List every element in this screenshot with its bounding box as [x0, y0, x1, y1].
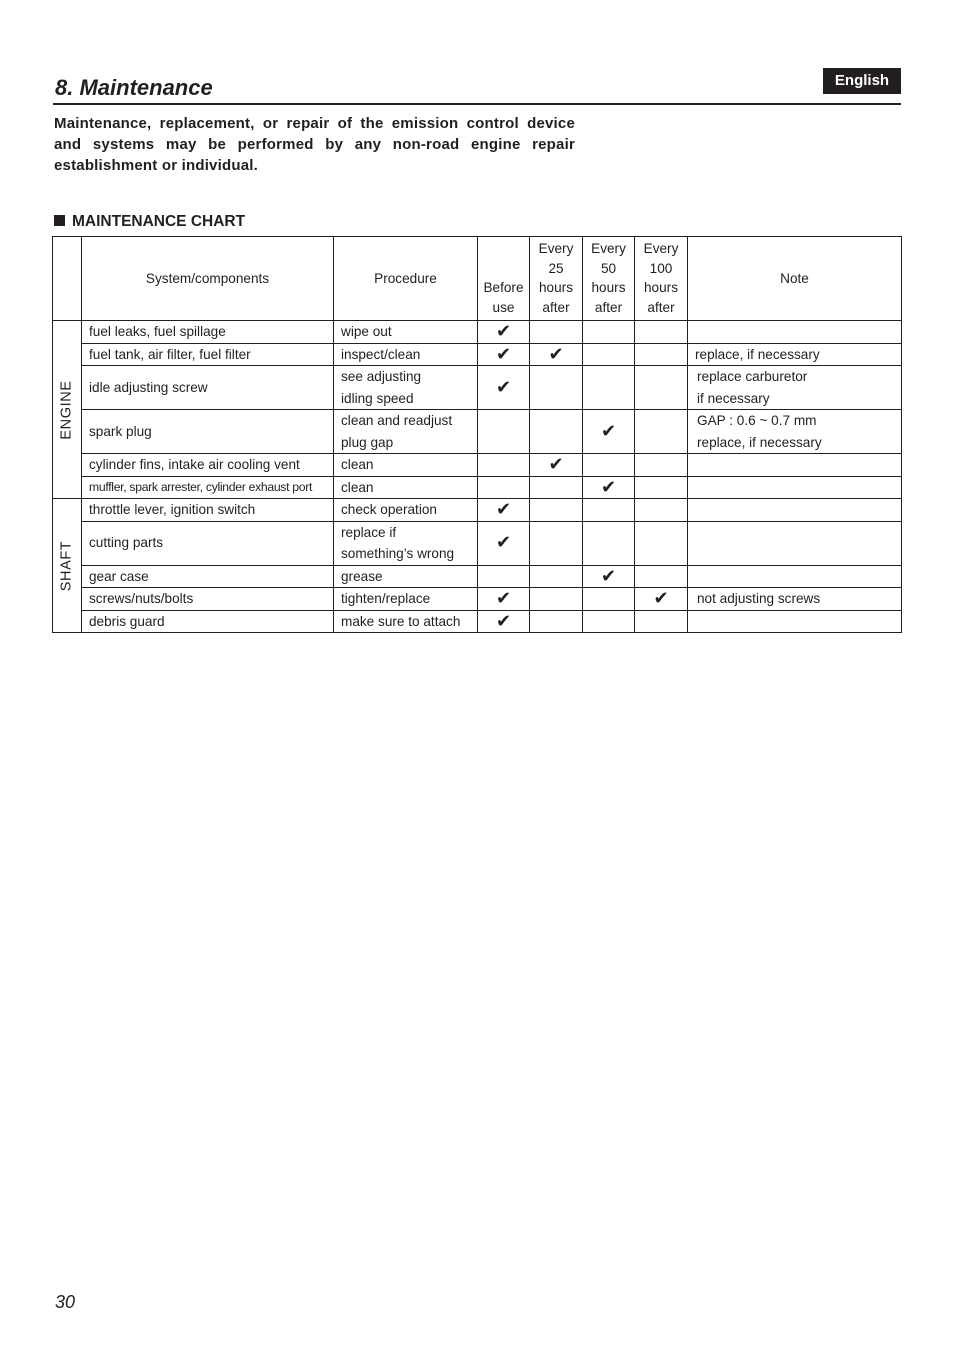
procedure-line: idling speed [341, 390, 414, 406]
table-row [53, 366, 902, 410]
note-cell [688, 565, 902, 588]
check-before-use [478, 476, 530, 499]
check-mark-icon: ✔ [653, 588, 669, 608]
header-line: Every [591, 241, 626, 256]
check-before-use [478, 610, 530, 633]
table-row [53, 476, 902, 499]
check-mark-icon: ✔ [495, 588, 512, 608]
procedure-cell [334, 521, 478, 565]
check-every-100 [635, 476, 688, 499]
group-cell-engine [53, 321, 82, 499]
system-cell: gear case [82, 565, 334, 588]
check-every-25 [530, 521, 583, 565]
system-cell: debris guard [82, 610, 334, 633]
check-every-100 [635, 321, 688, 344]
check-every-100 [635, 521, 688, 565]
note-cell [688, 410, 902, 454]
check-mark-icon: ✔ [495, 376, 512, 397]
check-before-use [478, 321, 530, 344]
note-cell [688, 321, 902, 344]
table-row [53, 321, 902, 344]
system-cell: fuel leaks, fuel spillage [82, 321, 334, 344]
procedure-cell [334, 366, 478, 410]
check-every-25 [530, 343, 583, 366]
header-line: Every [538, 241, 574, 256]
check-mark-icon: ✔ [495, 499, 512, 519]
procedure-cell [334, 476, 478, 499]
check-mark-icon: ✔ [600, 420, 617, 441]
square-bullet-icon [54, 215, 65, 226]
note-cell [688, 343, 902, 366]
procedure-line: check operation [341, 502, 437, 517]
header-line: after [647, 299, 675, 315]
section-title: 8. Maintenance [55, 75, 213, 100]
header-line: 100 [649, 260, 673, 276]
note-line: replace carburetor [697, 369, 808, 384]
check-every-25 [530, 476, 583, 499]
header-line: hours [643, 280, 678, 295]
table-row [53, 343, 902, 366]
table-row [53, 610, 902, 633]
system-cell: screws/nuts/bolts [82, 588, 334, 611]
intro-paragraph: Maintenance, replacement, or repair of the emission control device and systems may be performed by any non-road engine repair establishment or individual. [54, 115, 575, 174]
note-cell [688, 499, 902, 522]
system-cell: spark plug [82, 410, 334, 454]
group-label: ENGINE [58, 379, 75, 440]
table-row [53, 565, 902, 588]
header-line: hours [538, 280, 573, 295]
check-every-50 [583, 499, 635, 522]
check-every-100 [635, 565, 688, 588]
check-every-100 [635, 588, 688, 611]
check-every-100 [635, 366, 688, 410]
check-every-50 [583, 366, 635, 410]
note-cell [688, 454, 902, 477]
note-line: replace, if necessary [695, 346, 820, 362]
system-cell: cutting parts [82, 521, 334, 565]
check-mark-icon: ✔ [600, 565, 617, 586]
check-every-50 [583, 410, 635, 454]
check-every-25 [530, 366, 583, 410]
procedure-line: make sure to attach [341, 613, 461, 629]
table-row [53, 454, 902, 477]
procedure-line: something’s wrong [341, 546, 455, 561]
check-every-50 [583, 321, 635, 344]
check-every-100 [635, 454, 688, 477]
check-every-50 [583, 610, 635, 633]
check-every-100 [635, 410, 688, 454]
note-cell [688, 366, 902, 410]
header-line: 25 [548, 260, 564, 276]
check-mark-icon: ✔ [495, 321, 512, 341]
procedure-cell [334, 410, 478, 454]
check-every-50 [583, 521, 635, 565]
header-line: hours [591, 280, 626, 295]
table-row [53, 588, 902, 611]
check-before-use [478, 343, 530, 366]
check-every-25 [530, 321, 583, 344]
system-cell: fuel tank, air filter, fuel filter [82, 343, 334, 366]
procedure-line: tighten/replace [341, 591, 431, 606]
check-every-50 [583, 343, 635, 366]
procedure-line: wipe out [341, 324, 392, 339]
note-cell [688, 521, 902, 565]
check-every-25 [530, 454, 583, 477]
chart-heading [54, 211, 245, 233]
group-header-cell [53, 237, 82, 321]
check-mark-icon: ✔ [600, 476, 617, 497]
header-line: after [542, 299, 570, 315]
check-every-50 [583, 476, 635, 499]
table-row [53, 521, 902, 565]
header-line: Every [643, 241, 679, 256]
procedure-line: inspect/clean [341, 346, 421, 362]
check-before-use [478, 565, 530, 588]
procedure-cell [334, 565, 478, 588]
procedure-cell [334, 499, 478, 522]
system-cell: cylinder fins, intake air cooling vent [82, 454, 334, 477]
check-before-use [478, 410, 530, 454]
check-mark-icon: ✔ [548, 454, 564, 474]
group-label: SHAFT [58, 540, 75, 591]
header-row [53, 237, 902, 321]
check-every-25 [530, 588, 583, 611]
note-line: GAP : 0.6 ~ 0.7 mm [697, 413, 817, 428]
col-header-every-100 [635, 237, 688, 321]
check-before-use [478, 521, 530, 565]
table-row [53, 410, 902, 454]
header-line: Before [483, 280, 524, 295]
check-every-50 [583, 454, 635, 477]
check-mark-icon: ✔ [495, 610, 512, 631]
note-cell [688, 588, 902, 611]
procedure-cell [334, 321, 478, 344]
check-mark-icon: ✔ [495, 532, 512, 553]
col-header-procedure: Procedure [334, 237, 478, 321]
check-every-100 [635, 610, 688, 633]
procedure-line: clean [341, 479, 374, 495]
check-every-25 [530, 410, 583, 454]
check-before-use [478, 454, 530, 477]
note-line: not adjusting screws [697, 591, 821, 606]
col-header-before-use [478, 237, 530, 321]
header-line: 50 [600, 260, 617, 276]
procedure-cell [334, 588, 478, 611]
check-every-50 [583, 565, 635, 588]
table-row [53, 499, 902, 522]
col-header-every-50 [583, 237, 635, 321]
system-cell: idle adjusting screw [82, 366, 334, 410]
col-header-system: System/components [82, 237, 334, 321]
header-line: use [492, 299, 515, 315]
page-number: 30 [55, 1292, 76, 1312]
language-badge: English [823, 68, 901, 94]
procedure-line: clean and readjust [341, 413, 453, 428]
check-every-25 [530, 565, 583, 588]
note-cell [688, 610, 902, 633]
check-every-25 [530, 499, 583, 522]
system-cell: throttle lever, ignition switch [82, 499, 334, 522]
procedure-line: plug gap [341, 434, 394, 450]
check-mark-icon: ✔ [495, 343, 512, 364]
procedure-line: see adjusting [341, 369, 422, 384]
procedure-cell [334, 343, 478, 366]
note-cell [688, 476, 902, 499]
procedure-line: clean [341, 457, 374, 472]
check-every-50 [583, 588, 635, 611]
check-before-use [478, 588, 530, 611]
check-every-100 [635, 343, 688, 366]
check-every-25 [530, 610, 583, 633]
col-header-note: Note [688, 237, 902, 321]
procedure-cell [334, 454, 478, 477]
group-cell-shaft [53, 499, 82, 633]
maintenance-chart [52, 236, 902, 633]
check-every-100 [635, 499, 688, 522]
procedure-line: grease [341, 568, 383, 584]
title-divider [53, 103, 901, 105]
check-before-use [478, 499, 530, 522]
check-mark-icon: ✔ [548, 343, 564, 364]
note-line: replace, if necessary [697, 434, 822, 450]
col-header-every-25 [530, 237, 583, 321]
check-before-use [478, 366, 530, 410]
system-cell: muffler, spark arrester, cylinder exhaust port [82, 476, 334, 499]
procedure-line: replace if [341, 524, 397, 540]
note-line: if necessary [697, 390, 770, 406]
header-line: after [594, 299, 623, 315]
chart-heading-label: MAINTENANCE CHART [72, 213, 246, 230]
procedure-cell [334, 610, 478, 633]
